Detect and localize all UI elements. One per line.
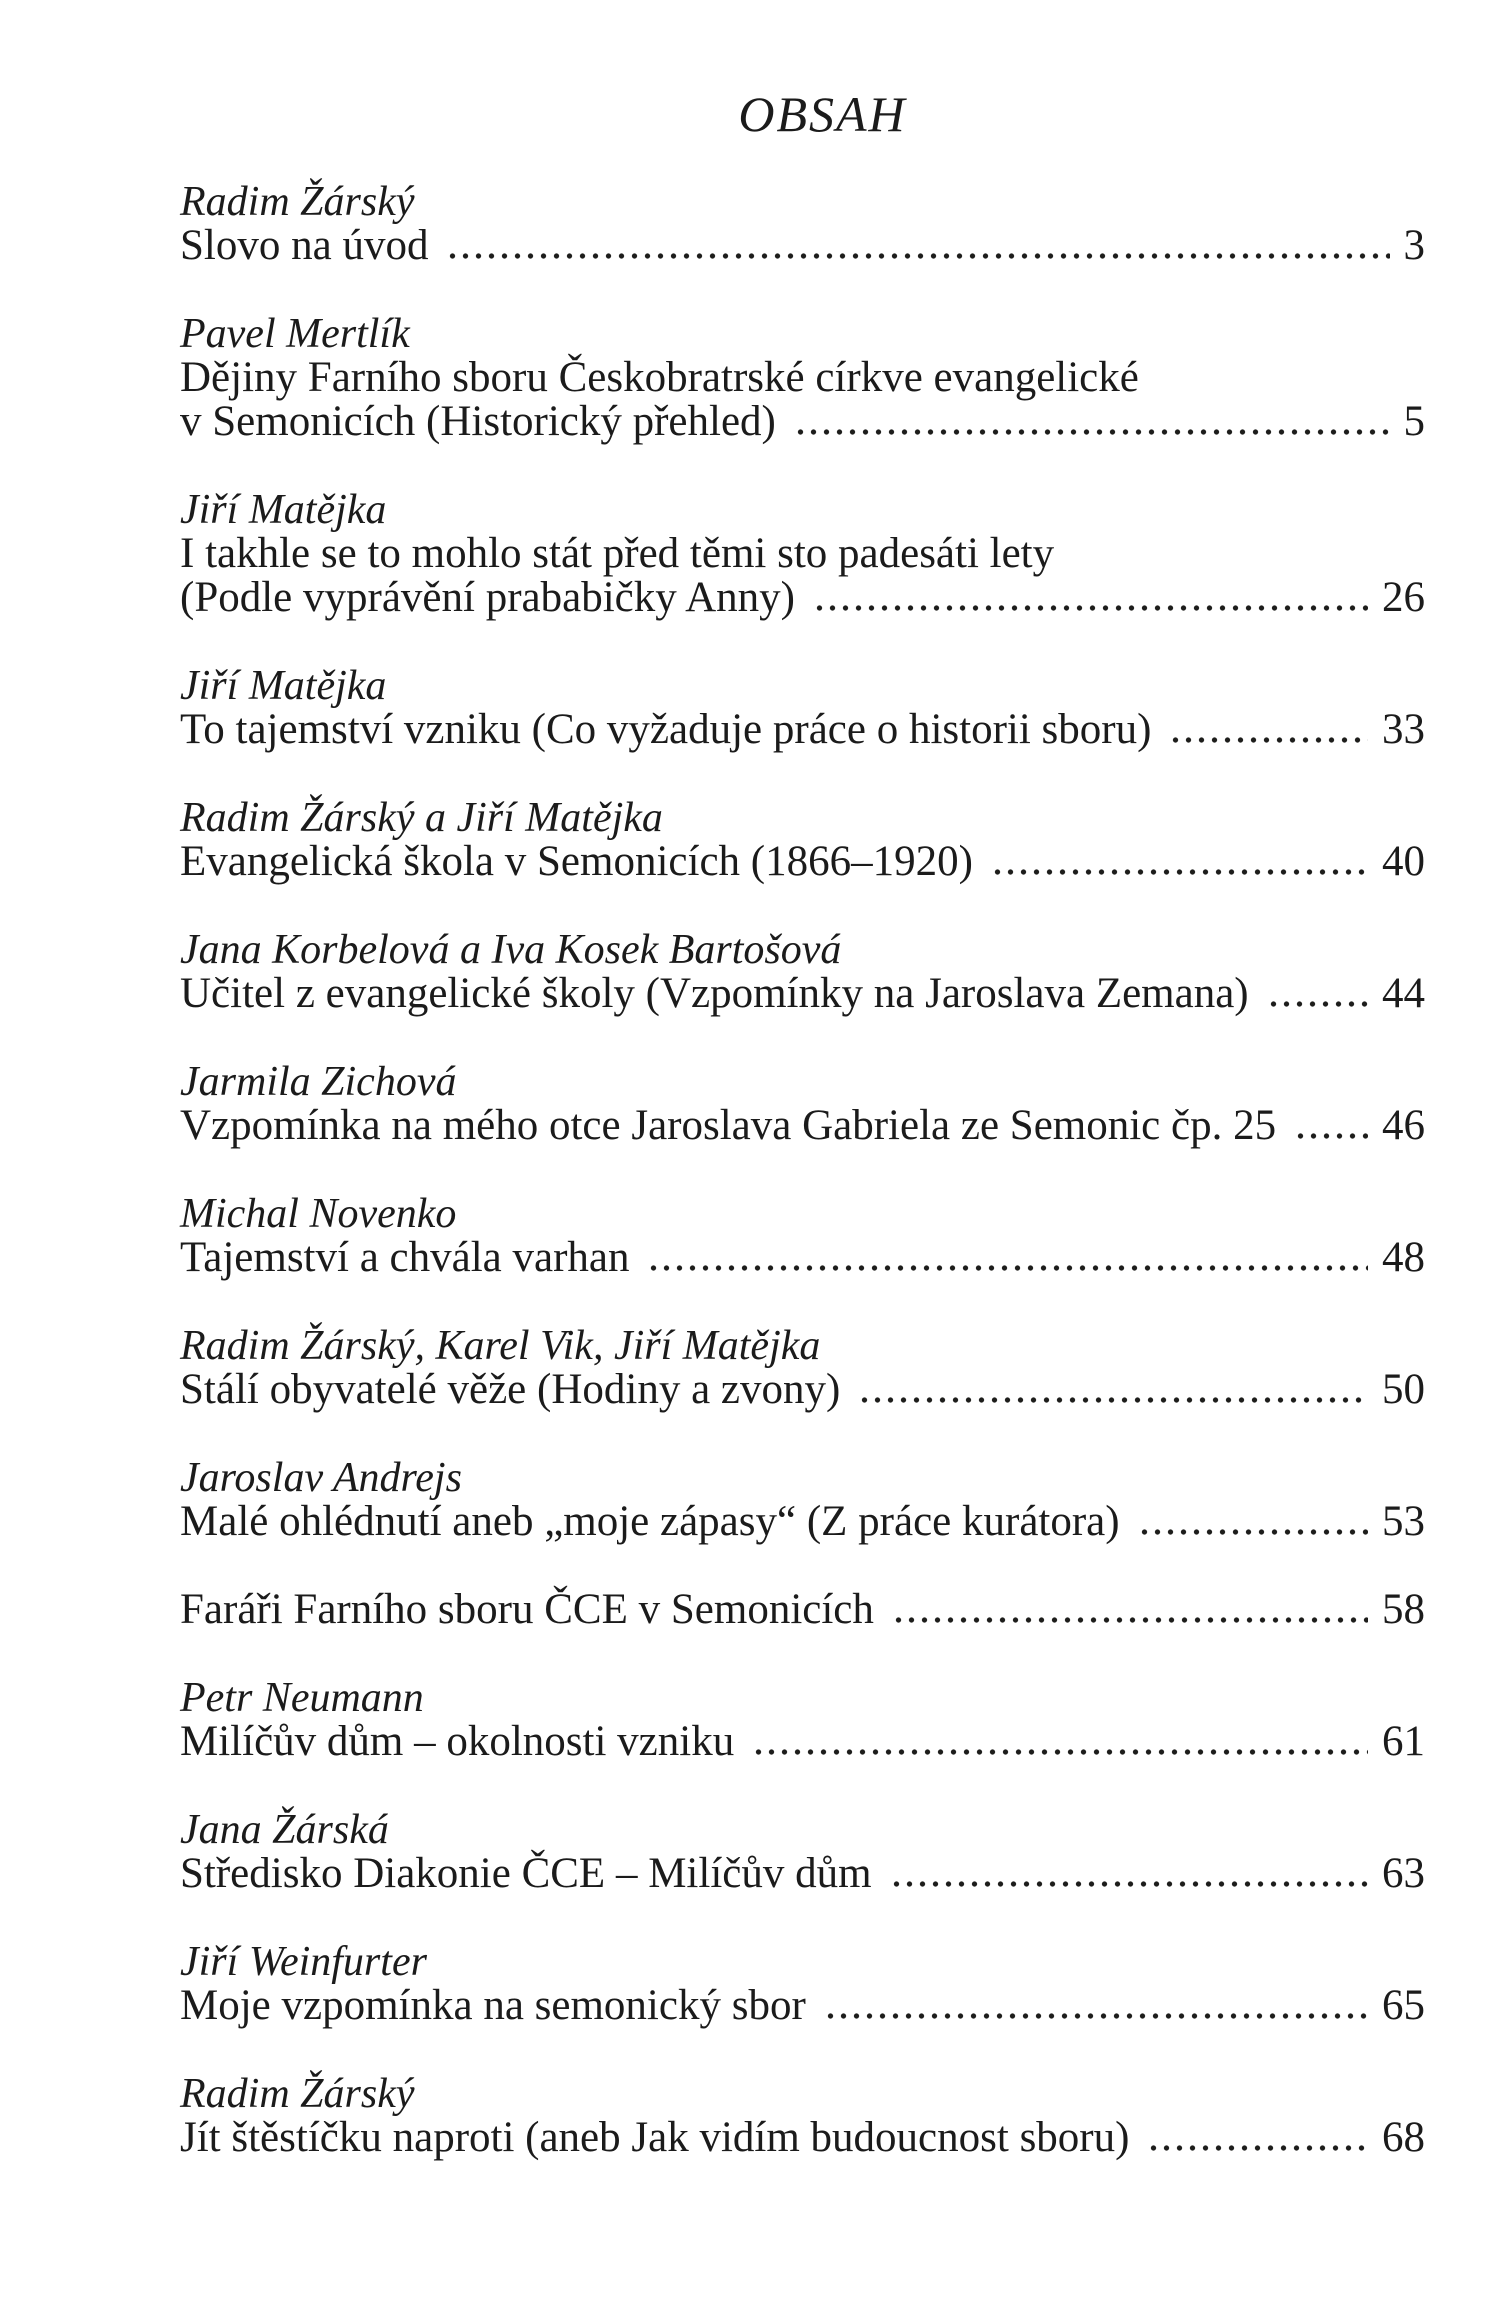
toc-entry: [180, 1588, 1425, 1632]
toc-entry-title-text: Středisko Diakonie ČCE – Milíčův dům: [180, 1850, 872, 1897]
toc-entry-title-line: [180, 576, 1425, 620]
toc-entry: [180, 1192, 1425, 1280]
toc-entry-title-text: v Semonicích (Historický přehled): [180, 398, 776, 445]
toc-page-number: 50: [1382, 1366, 1425, 1413]
toc-entry: [180, 664, 1425, 752]
toc-page-number: 63: [1382, 1850, 1425, 1897]
toc-entry: [180, 1676, 1425, 1764]
dot-leader: [752, 1749, 1368, 1755]
toc-entry-title-line: [180, 1236, 1425, 1280]
toc-entry-title-line: [180, 972, 1425, 1016]
dot-leader: [1138, 1529, 1368, 1535]
toc-entry: [180, 1940, 1425, 2028]
toc-entry-authors: Jana Žárská: [180, 1807, 389, 1853]
toc-entry-authors: Radim Žárský: [180, 179, 415, 225]
toc-entry-authors: Radim Žárský, Karel Vik, Jiří Matějka: [180, 1323, 821, 1369]
toc-entry-title-text: Tajemství a chvála varhan: [180, 1234, 630, 1281]
toc-entry-authors: Pavel Mertlík: [180, 311, 410, 357]
toc-entry-authors: Jiří Matějka: [180, 487, 387, 533]
toc-page-number: 26: [1382, 574, 1425, 621]
toc-entry-title-line: [180, 1984, 1425, 2028]
toc-entry: [180, 1060, 1425, 1148]
toc-entry-title-line: [180, 400, 1425, 444]
toc-entry-title-text: Učitel z evangelické školy (Vzpomínky na Jaroslava Zemana): [180, 970, 1249, 1017]
toc-entry-authors: Michal Novenko: [180, 1191, 457, 1237]
toc-page-number: 48: [1382, 1234, 1425, 1281]
toc-entry-authors: Jarmila Zichová: [180, 1059, 457, 1105]
toc-entry: [180, 796, 1425, 884]
page-title: OBSAH: [738, 86, 907, 142]
toc-entry-authors: Petr Neumann: [180, 1675, 424, 1721]
toc-entry: [180, 2072, 1425, 2160]
toc-entry-title-line: [180, 1852, 1425, 1896]
toc-entry-title-text: Malé ohlédnutí aneb „moje zápasy“ (Z práce kurátora): [180, 1498, 1120, 1545]
toc-entry-title-text: (Podle vyprávění prababičky Anny): [180, 574, 795, 621]
toc-entry: [180, 312, 1425, 444]
toc-entry-authors: Jiří Weinfurter: [180, 1939, 427, 1985]
toc-entry-title-text: To tajemství vzniku (Co vyžaduje práce o historii sboru): [180, 706, 1152, 753]
toc-entry-authors: Radim Žárský a Jiří Matějka: [180, 795, 663, 841]
toc-entry-title-text: Milíčův dům – okolnosti vzniku: [180, 1718, 735, 1765]
dot-leader: [647, 1265, 1368, 1271]
toc-entry: [180, 180, 1425, 268]
dot-leader: [446, 253, 1389, 259]
toc-entry-authors: Jiří Matějka: [180, 663, 387, 709]
toc-entry: [180, 488, 1425, 620]
toc-entry-title-line: [180, 2116, 1425, 2160]
toc-entry-authors: Jana Korbelová a Iva Kosek Bartošová: [180, 927, 842, 973]
toc-entry: [180, 928, 1425, 1016]
toc-page-number: 61: [1382, 1718, 1425, 1765]
toc-page-number: 65: [1382, 1982, 1425, 2029]
toc-entry-title-line: [180, 1104, 1425, 1148]
toc-entry-title-text: Moje vzpomínka na semonický sbor: [180, 1982, 806, 2029]
toc-page-number: 53: [1382, 1498, 1425, 1545]
toc-page-number: 33: [1382, 706, 1425, 753]
toc-entry-title-line: [180, 708, 1425, 752]
toc-entry: [180, 1456, 1425, 1544]
toc-entry-title-text: Faráři Farního sboru ČCE v Semonicích: [180, 1586, 874, 1633]
toc-entry-authors: Radim Žárský: [180, 2071, 415, 2117]
toc-page-number: 58: [1382, 1586, 1425, 1633]
toc-entry-title-line: Dějiny Farního sboru Českobratrské církve evangelické: [180, 354, 1139, 401]
toc-page-number: 46: [1382, 1102, 1425, 1149]
toc-entry-title-text: Vzpomínka na mého otce Jaroslava Gabriela ze Semonic čp. 25: [180, 1102, 1277, 1149]
toc-entry: [180, 1808, 1425, 1896]
toc-entry-title-text: Stálí obyvatelé věže (Hodiny a zvony): [180, 1366, 841, 1413]
toc-entry-authors: Jaroslav Andrejs: [180, 1455, 462, 1501]
toc-page-number: 5: [1403, 398, 1425, 445]
dot-leader: [1147, 2145, 1368, 2151]
dot-leader: [991, 869, 1368, 875]
dot-leader: [1169, 737, 1368, 743]
dot-leader: [858, 1397, 1368, 1403]
toc-entry-title-line: [180, 840, 1425, 884]
dot-leader: [813, 605, 1368, 611]
toc-entry: [180, 1324, 1425, 1412]
toc-page-number: 40: [1382, 838, 1425, 885]
toc-entry-title-line: [180, 1500, 1425, 1544]
dot-leader: [890, 1881, 1368, 1887]
dot-leader: [892, 1617, 1368, 1623]
toc-list: [180, 180, 1425, 2160]
toc-page-number: 44: [1382, 970, 1425, 1017]
toc-entry-title-line: I takhle se to mohlo stát před těmi sto padesáti lety: [180, 530, 1055, 577]
dot-leader: [1267, 1001, 1368, 1007]
toc-content: [180, 88, 1425, 2204]
toc-entry-title-line: [180, 1720, 1425, 1764]
toc-entry-title-line: [180, 1588, 1425, 1632]
toc-entry-title-line: [180, 1368, 1425, 1412]
toc-entry-title-line: [180, 224, 1425, 268]
toc-entry-title-text: Jít štěstíčku naproti (aneb Jak vidím budoucnost sboru): [180, 2114, 1130, 2161]
dot-leader: [824, 2013, 1368, 2019]
toc-entry-title-text: Evangelická škola v Semonicích (1866–1920): [180, 838, 973, 885]
toc-page-number: 68: [1382, 2114, 1425, 2161]
dot-leader: [794, 429, 1390, 435]
dot-leader: [1294, 1133, 1368, 1139]
toc-entry-title-text: Slovo na úvod: [180, 222, 429, 269]
toc-page-number: 3: [1403, 222, 1425, 269]
